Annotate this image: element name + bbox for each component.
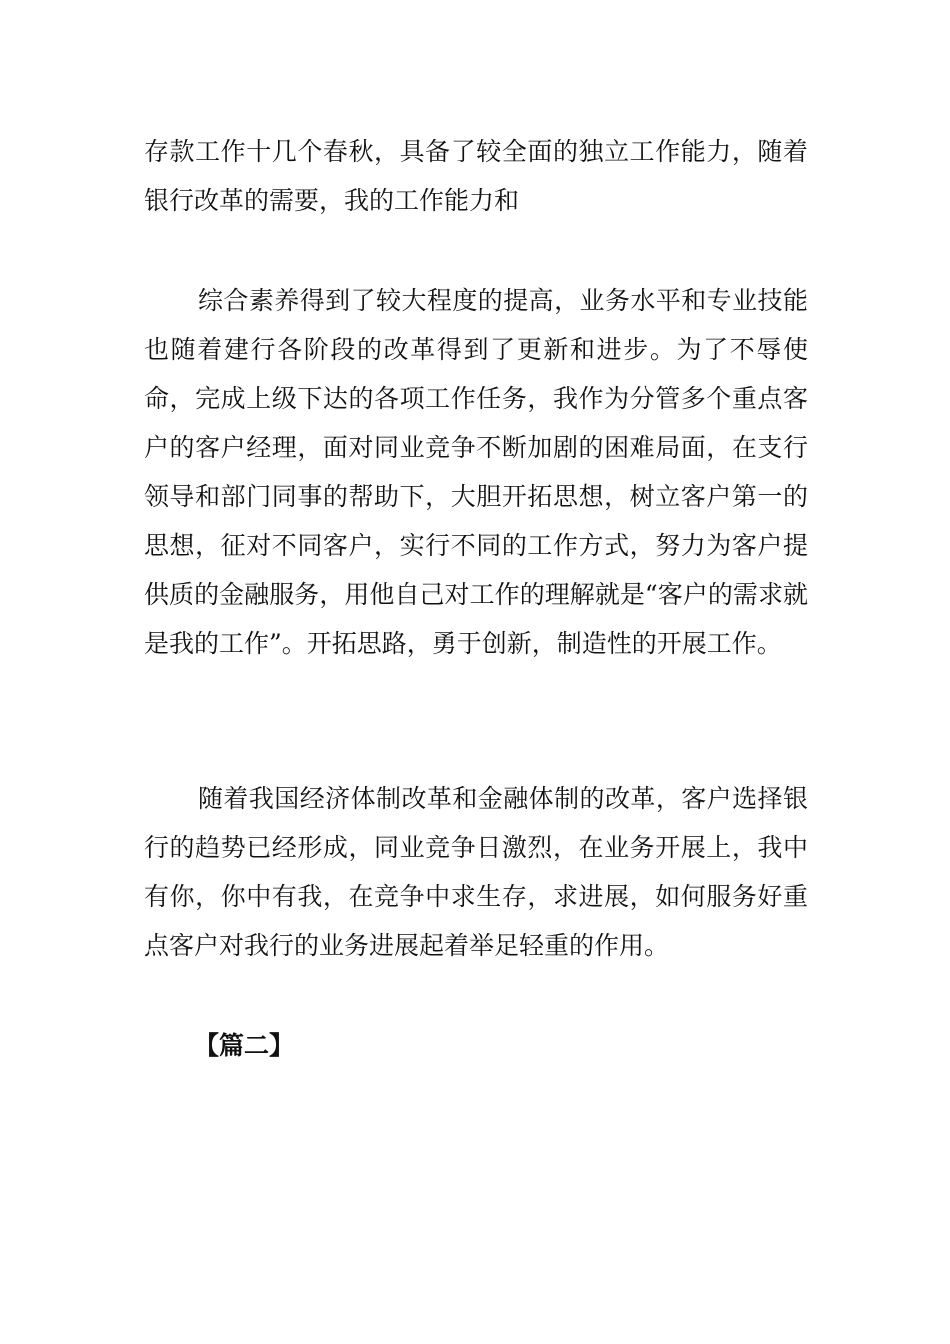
section-heading: 【篇二】 — [194, 1031, 295, 1060]
paragraph-2: 综合素养得到了较大程度的提高，业务水平和专业技能也随着建行各阶段的改革得到了更新和进步。为了不辱使命，完成上级下达的各项工作任务，我作为分管多个重点客户的客户经理，面对同业竞争不断加剧的困难局面，在支行领导和部门同事的帮助下，大胆开拓思想，树立客户第一的思想，征对不同客户，实行不同的工作方式，努力为客户提供质的金融服务，用他自己对工作的理解就是“客户的需求就是我的工作”。开拓思路，勇于创新，制造性的开展工作。 — [144, 286, 808, 658]
paragraph-1: 存款工作十几个春秋，具备了较全面的独立工作能力，随着银行改革的需要，我的工作能力和 — [144, 137, 808, 215]
paragraph-3: 随着我国经济体制改革和金融体制的改革，客户选择银行的趋势已经形成，同业竞争日激烈，在业务开展上，我中有你，你中有我，在竞争中求生存，求进展，如何服务好重点客户对我行的业务进展起着举足轻重的作用。 — [144, 784, 808, 960]
